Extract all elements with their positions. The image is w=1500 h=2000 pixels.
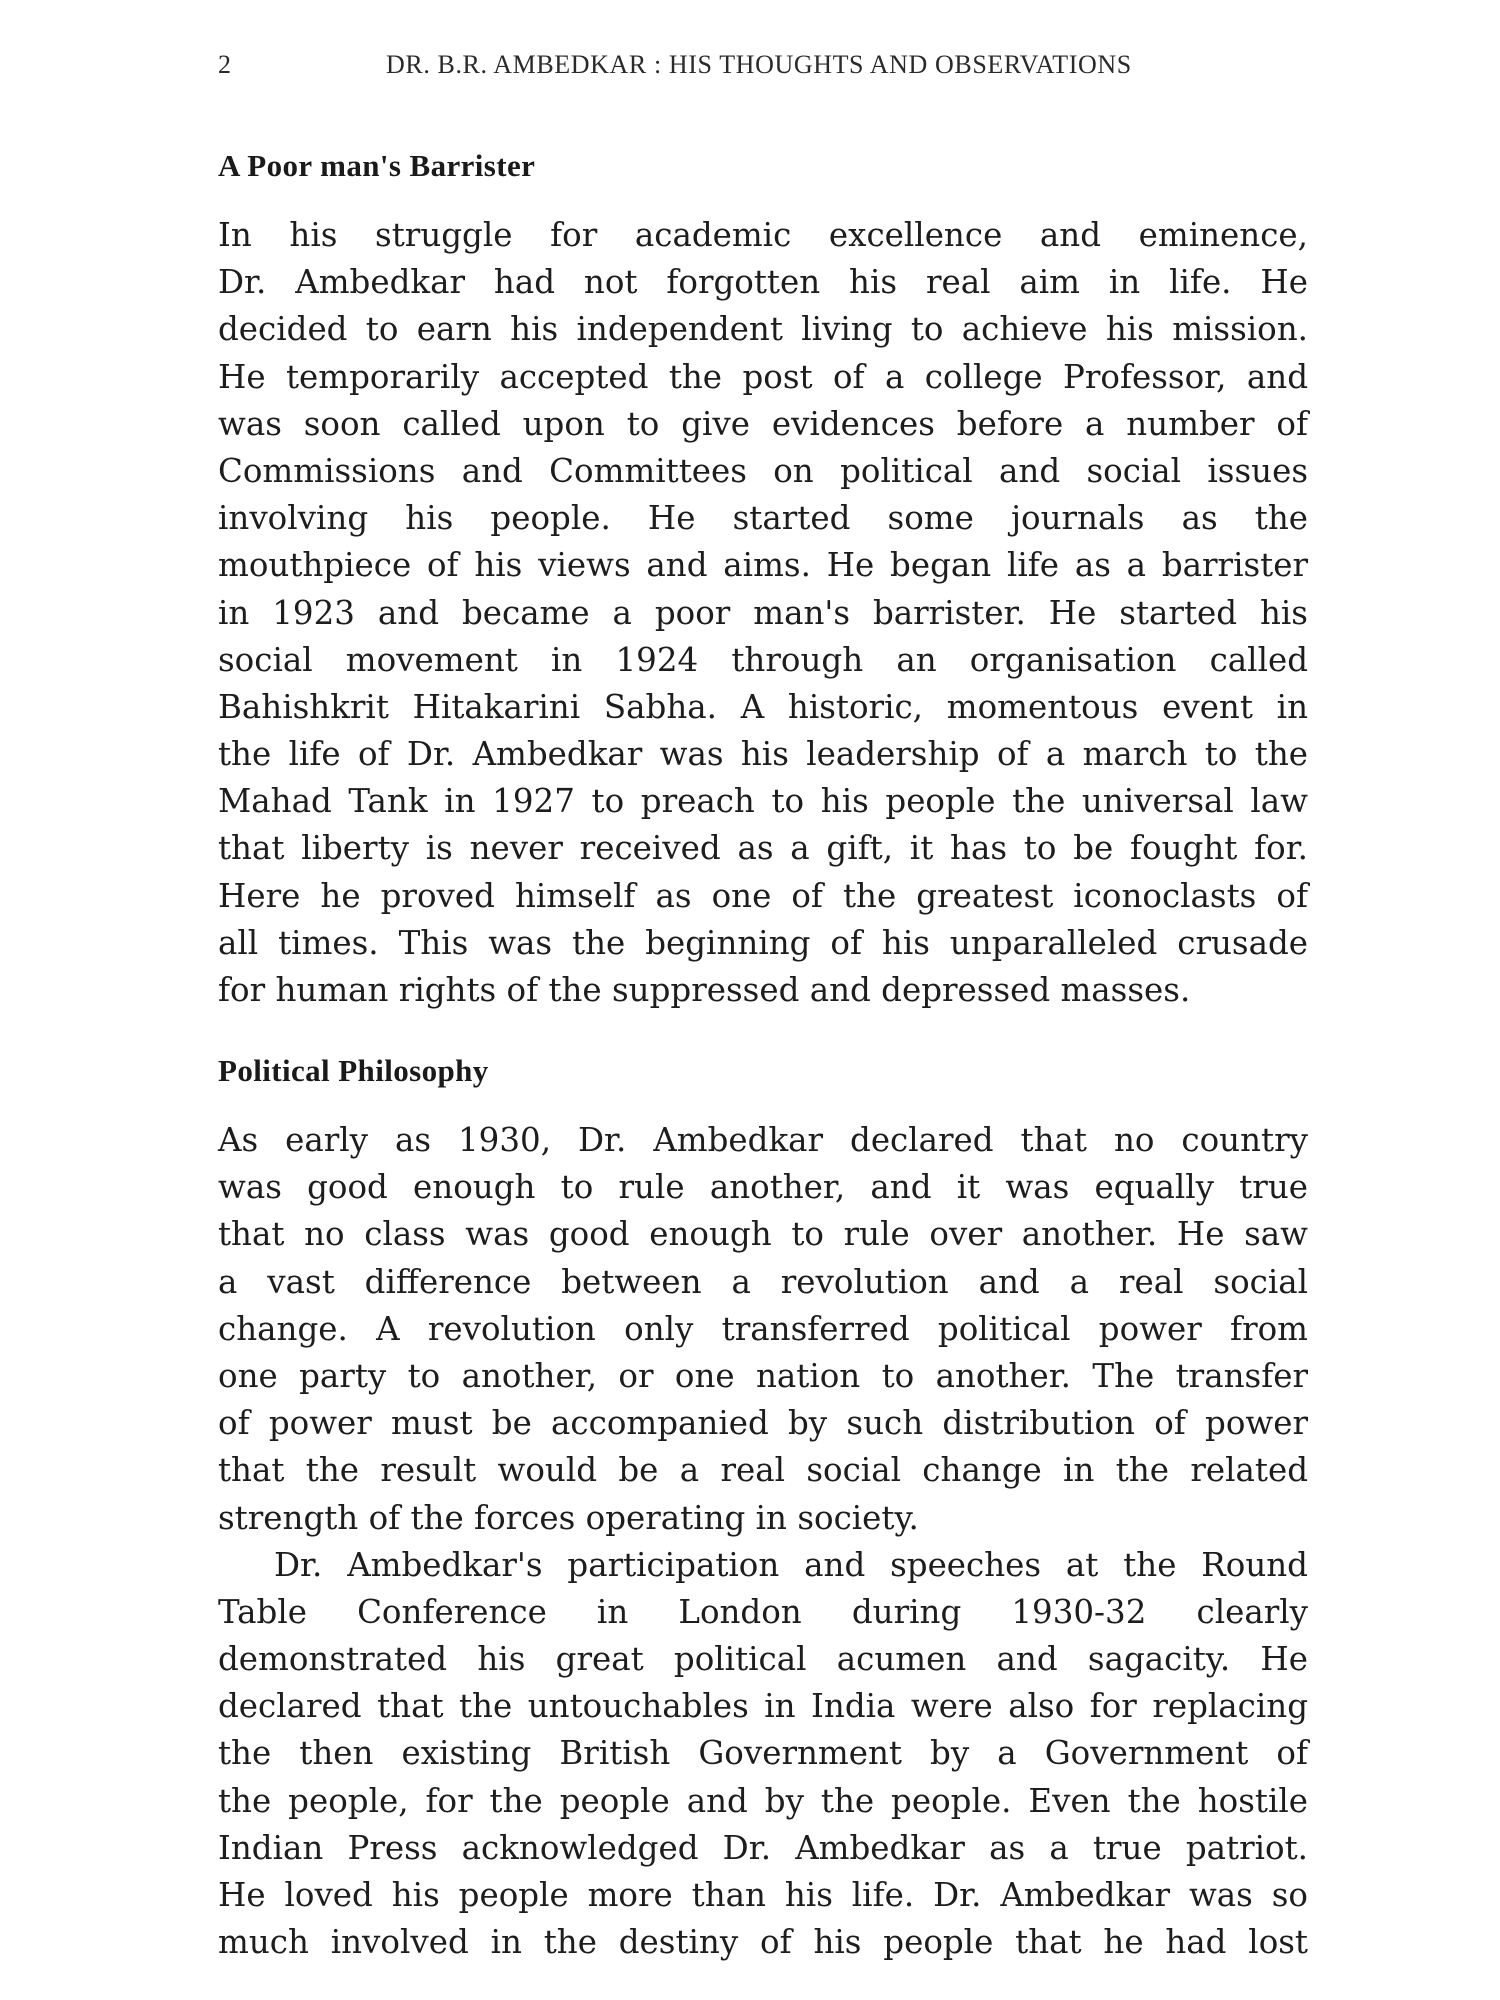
- text-line: involving his people. He started some journals as the: [218, 499, 1308, 538]
- text-line: Commissions and Committees on political and social issues: [218, 451, 1308, 490]
- text-line: In his struggle for academic excellence and eminence,: [218, 216, 1308, 254]
- text-line: strength of the forces operating in society.: [218, 1498, 919, 1537]
- text-line: was good enough to rule another, and it was equally true: [218, 1168, 1308, 1207]
- text-line: He temporarily accepted the post of a college Professor, and: [218, 357, 1308, 396]
- text-line: demonstrated his great political acumen and sagacity. He: [218, 1640, 1308, 1679]
- text-line: for human rights of the suppressed and depressed masses.: [218, 971, 1191, 1009]
- text-line: was soon called upon to give evidences before a number of: [218, 404, 1308, 443]
- text-line: Mahad Tank in 1927 to preach to his people the universal law: [218, 782, 1308, 821]
- running-header: [218, 50, 1318, 90]
- section-heading-political-philosophy: Political Philosophy: [218, 1053, 489, 1088]
- text-line: Bahishkrit Hitakarini Sabha. A historic, momentous event in: [218, 687, 1308, 726]
- text-line: Here he proved himself as one of the greatest iconoclasts of: [218, 876, 1308, 915]
- text-line: Table Conference in London during 1930-32 clearly: [218, 1592, 1308, 1631]
- text-line: that no class was good enough to rule over another. He saw: [218, 1215, 1308, 1254]
- text-line: decided to earn his independent living to achieve his mission.: [218, 310, 1308, 349]
- text-line: Indian Press acknowledged Dr. Ambedkar as a true patriot.: [218, 1828, 1308, 1867]
- text-line: one party to another, or one nation to another. The transfer: [218, 1356, 1308, 1395]
- text-line: As early as 1930, Dr. Ambedkar declared that no country: [218, 1121, 1308, 1159]
- text-line: in 1923 and became a poor man's barrister. He started his: [218, 593, 1308, 632]
- text-line: of power must be accompanied by such distribution of power: [218, 1404, 1308, 1443]
- text-line: much involved in the destiny of his people that he had lost: [218, 1923, 1308, 1962]
- page-number: 2: [218, 50, 231, 79]
- text-line: change. A revolution only transferred political power from: [218, 1309, 1308, 1348]
- section-heading-poor-mans-barrister: A Poor man's Barrister: [218, 148, 536, 183]
- running-title: DR. B.R. AMBEDKAR : HIS THOUGHTS AND OBSERVATIONS: [386, 50, 1132, 79]
- text-line: that liberty is never received as a gift, it has to be fought for.: [218, 829, 1308, 868]
- text-line: mouthpiece of his views and aims. He began life as a barrister: [218, 546, 1308, 585]
- text-line: the people, for the people and by the people. Even the hostile: [218, 1781, 1308, 1820]
- paragraph-poor-mans-barrister: [218, 212, 1308, 1014]
- text-line: the then existing British Government by a Government of: [218, 1734, 1308, 1773]
- paragraph-political-philosophy: [218, 1117, 1308, 1966]
- text-line: Dr. Ambedkar had not forgotten his real aim in life. He: [218, 263, 1308, 302]
- text-line: the life of Dr. Ambedkar was his leadership of a march to the: [218, 735, 1308, 774]
- text-line: that the result would be a real social change in the related: [218, 1451, 1308, 1490]
- text-line: all times. This was the beginning of his unparalleled crusade: [218, 923, 1308, 962]
- text-line: declared that the untouchables in India were also for replacing: [218, 1687, 1308, 1726]
- text-line: He loved his people more than his life. Dr. Ambedkar was so: [218, 1876, 1308, 1914]
- text-line: a vast difference between a revolution and a real social: [218, 1262, 1308, 1301]
- text-line: Dr. Ambedkar's participation and speeches at the Round: [274, 1545, 1308, 1584]
- text-line: social movement in 1924 through an organisation called: [218, 640, 1308, 679]
